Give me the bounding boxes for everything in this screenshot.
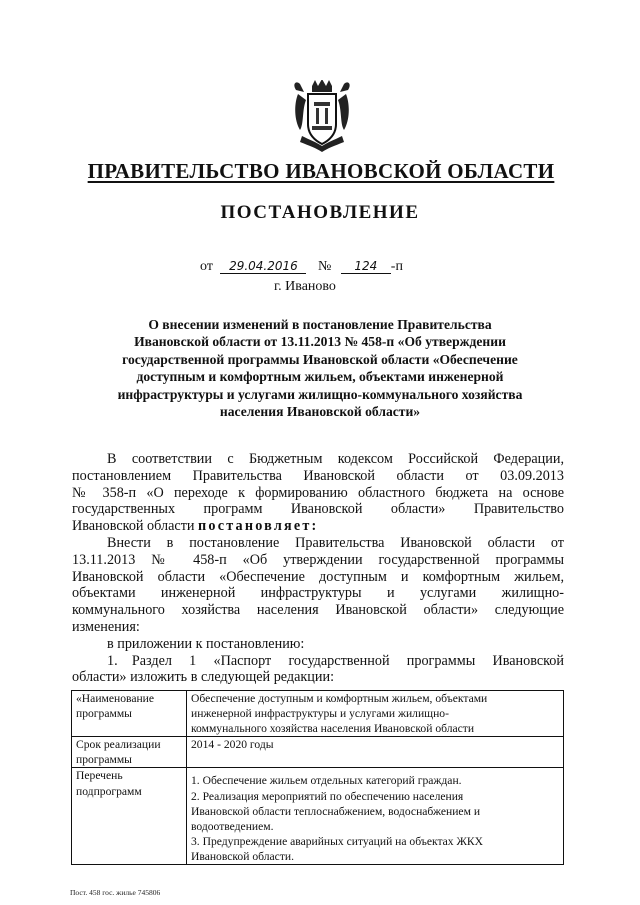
paragraph-line: № 358-п «О переходе к формированию областного бюджета на основе — [72, 484, 564, 501]
table-value-line: коммунального хозяйства населения Ивановской области — [191, 722, 475, 736]
paragraph-line: области» изложить в следующей редакции: — [72, 669, 335, 686]
table-value-line: Ивановской области. — [191, 849, 294, 863]
city: г. Иваново — [274, 279, 336, 294]
subject-line: доступным и комфортным жильем, объектами инженерной — [136, 369, 504, 385]
table-value-line: инженерной инфраструктуры и услугами жилищно- — [191, 707, 449, 721]
table-value-line: 2. Реализация мероприятий по обеспечению населения — [191, 789, 464, 803]
paragraph-line: 1. Раздел 1 «Паспорт государственной программы Ивановской — [107, 652, 564, 669]
paragraph-line: Ивановской области «Обеспечение доступным и комфортным жильем, — [72, 568, 564, 585]
table-value-cell — [187, 691, 564, 737]
document-body — [72, 451, 564, 686]
paragraph-line: коммунального хозяйства населения Ивановской области» следующие — [72, 602, 564, 619]
table-key-cell — [72, 768, 187, 865]
table-row — [72, 691, 564, 737]
paragraph-line: объектами инженерной инфраструктуры и услугами жилищно- — [72, 585, 564, 602]
table-value-line: 3. Предупреждение аварийных ситуаций на объектах ЖКХ — [191, 834, 484, 848]
paragraph-line: постановлением Правительства Ивановской области от 03.09.2013 — [72, 467, 564, 484]
table-key-cell — [72, 691, 187, 737]
table-value-line: 2014 - 2020 годы — [191, 738, 274, 752]
document-date: 29.04.2016 — [220, 259, 306, 274]
number-suffix: -п — [390, 259, 403, 274]
date-prefix: от — [200, 259, 213, 274]
table-value-cell — [187, 737, 564, 768]
table-value-line: Ивановской области теплоснабжением, водоснабжением и — [191, 804, 481, 818]
subject-line: населения Ивановской области» — [219, 404, 421, 420]
table-value-line: 1. Обеспечение жильем отдельных категорий граждан. — [191, 774, 462, 788]
paragraph-text: Ивановской области — [72, 518, 195, 535]
paragraph-line: в приложении к постановлению: — [107, 635, 305, 652]
table-key-line: Срок реализации — [76, 738, 161, 752]
table-key-line: программы — [76, 753, 132, 767]
table-value-line: Обеспечение доступным и комфортным жильем, объектами — [191, 692, 488, 705]
program-passport-table — [71, 690, 564, 865]
paragraph-line: В соответствии с Бюджетным кодексом Российской Федерации, — [107, 451, 564, 467]
table-key-line: Перечень — [76, 769, 123, 783]
table-value-line: водоотведением. — [191, 819, 274, 833]
table-row — [72, 737, 564, 768]
resolves-word: постановляет: — [198, 518, 319, 535]
table-key-line: программы — [76, 707, 132, 721]
document-subject — [78, 316, 562, 420]
subject-line: государственной программы Ивановской области «Обеспечение — [122, 351, 518, 367]
government-title: ПРАВИТЕЛЬСТВО ИВАНОВСКОЙ ОБЛАСТИ — [87, 159, 555, 183]
coat-of-arms-icon — [290, 80, 354, 152]
footer-code: Пост. 458 гос. жилье 745806 — [70, 888, 161, 897]
table-row — [72, 768, 564, 865]
document-type: ПОСТАНОВЛЕНИЕ — [220, 202, 420, 223]
paragraph-line: Внести в постановление Правительства Ивановской области от — [107, 534, 564, 551]
paragraph-line — [72, 518, 564, 535]
subject-line: Ивановской области от 13.11.2013 № 458-п «Об утверждении — [134, 334, 506, 350]
table-key-line: «Наименование — [76, 692, 155, 705]
table-key-cell — [72, 737, 187, 768]
number-prefix: № — [317, 259, 332, 274]
subject-line: инфраструктуры и услугами жилищно-коммунального хозяйства — [117, 386, 523, 402]
paragraph-line: изменения: — [72, 618, 140, 635]
document-number: 124 — [341, 259, 391, 274]
subject-line: О внесении изменений в постановление Правительства — [148, 317, 492, 332]
paragraph-line: 13.11.2013 № 458-п «Об утверждении государственной программы — [72, 551, 564, 568]
table-value-cell — [187, 768, 564, 865]
table-key-line: подпрограмм — [76, 784, 142, 798]
paragraph-line: государственных программ Ивановской области» Правительство — [72, 501, 564, 518]
date-number-line — [200, 259, 403, 275]
